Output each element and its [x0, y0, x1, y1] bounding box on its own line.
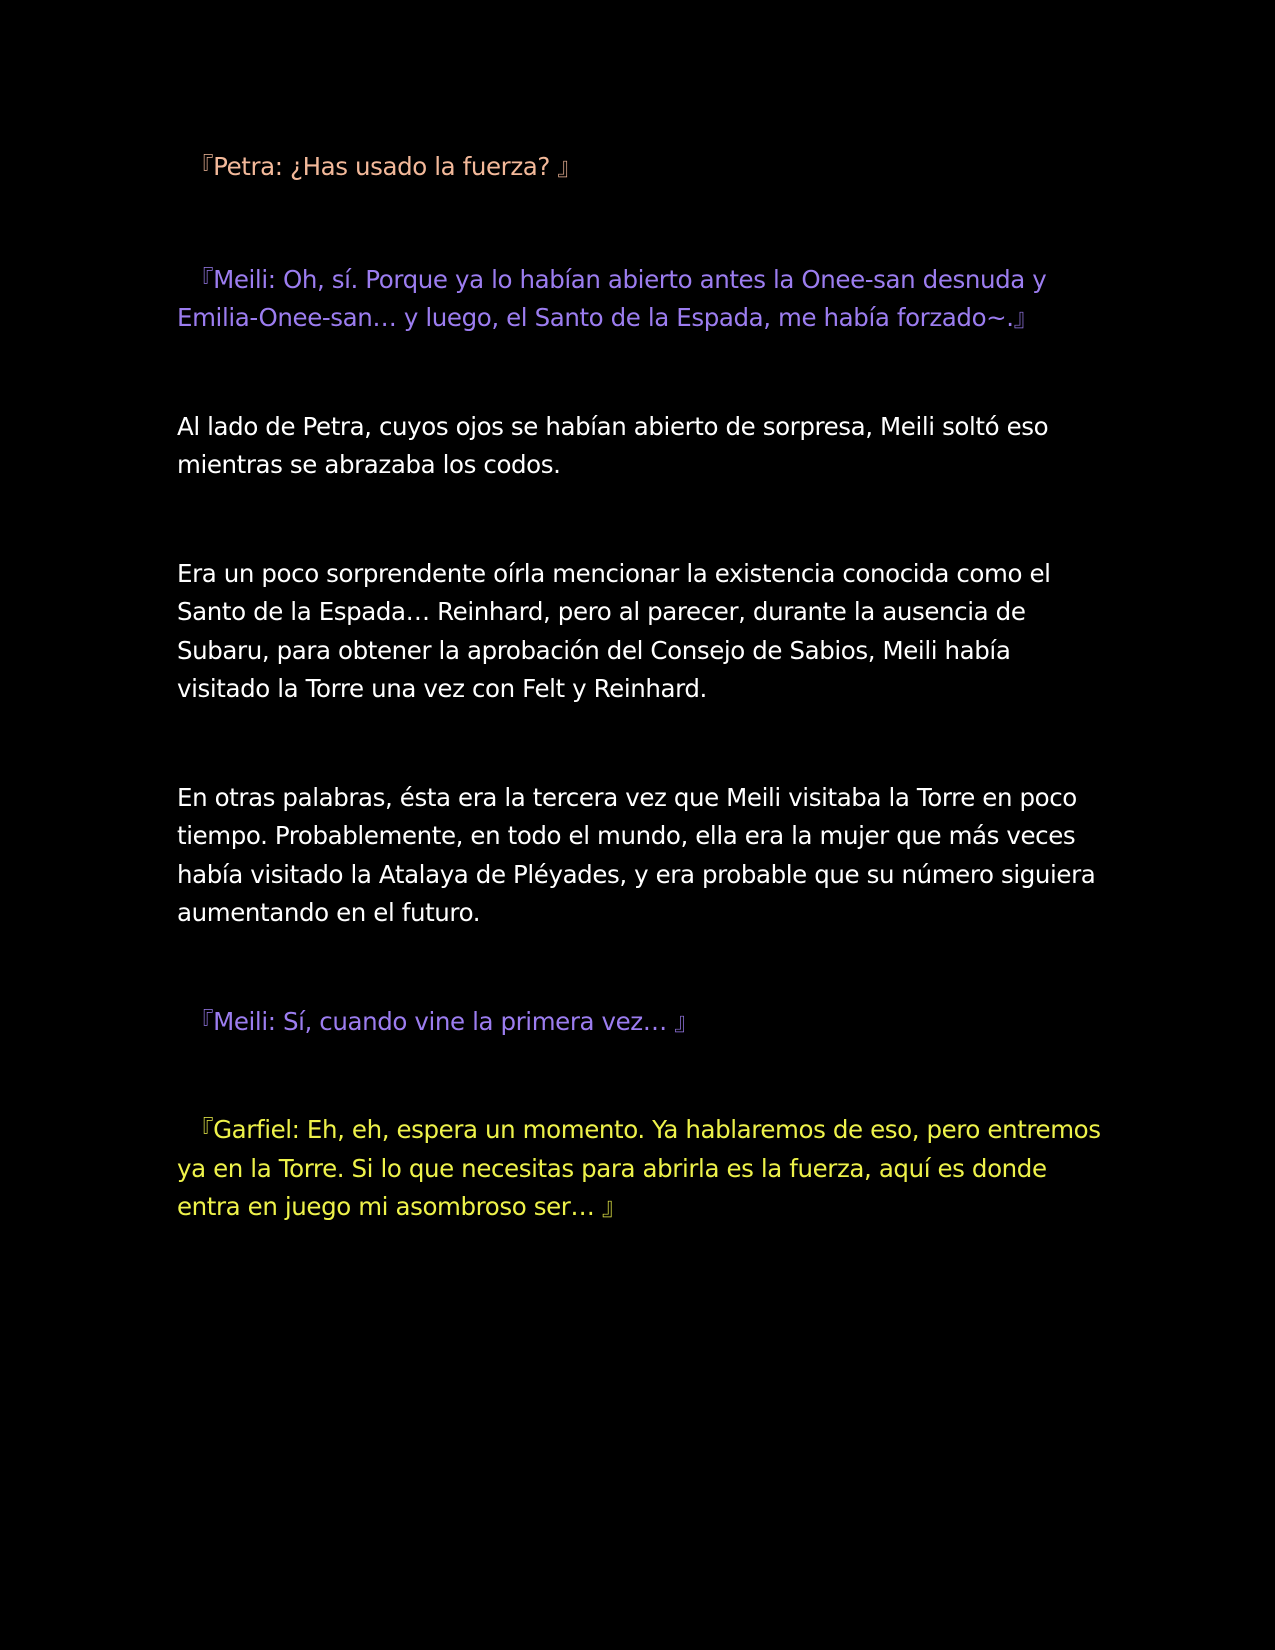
- dialogue-meili: 『Meili: Sí, cuando vine la primera vez… 』: [189, 1006, 699, 1036]
- narration-paragraph: Al lado de Petra, cuyos ojos se habían abierto de sorpresa, Meili soltó eso mientras se abrazaba los codos.: [177, 411, 1049, 479]
- dialogue-petra: 『Petra: ¿Has usado la fuerza? 』: [189, 152, 582, 181]
- dialogue-garfiel: 『Garfiel: Eh, eh, espera un momento. Ya hablaremos de eso, pero entremos ya en la Torre. Si lo que necesitas para abrirla es la fuerza, aquí es donde entra en juego mi asombroso ser… 』: [177, 1115, 1101, 1221]
- dialogue-meili: 『Meili: Oh, sí. Porque ya lo habían abierto antes la Onee-san desnuda y Emilia-Onee-san… y luego, el Santo de la Espada, me había forzado~.』: [177, 264, 1047, 332]
- narration-paragraph: Era un poco sorprendente oírla mencionar la existencia conocida como el Santo de la Espada… Reinhard, pero al parecer, durante la ausencia de Subaru, para obtener la aprobación del Consejo de Sabios, Meili había visitado la Torre una vez con Felt y Reinhard.: [177, 558, 1051, 703]
- narration-paragraph: En otras palabras, ésta era la tercera vez que Meili visitaba la Torre en poco tiempo. Probablemente, en todo el mundo, ella era la mujer que más veces había visitado la Atalaya de Pléyades, y era probable que su número siguiera aumentando en el futuro.: [177, 782, 1096, 927]
- document-page: [177, 148, 1102, 1227]
